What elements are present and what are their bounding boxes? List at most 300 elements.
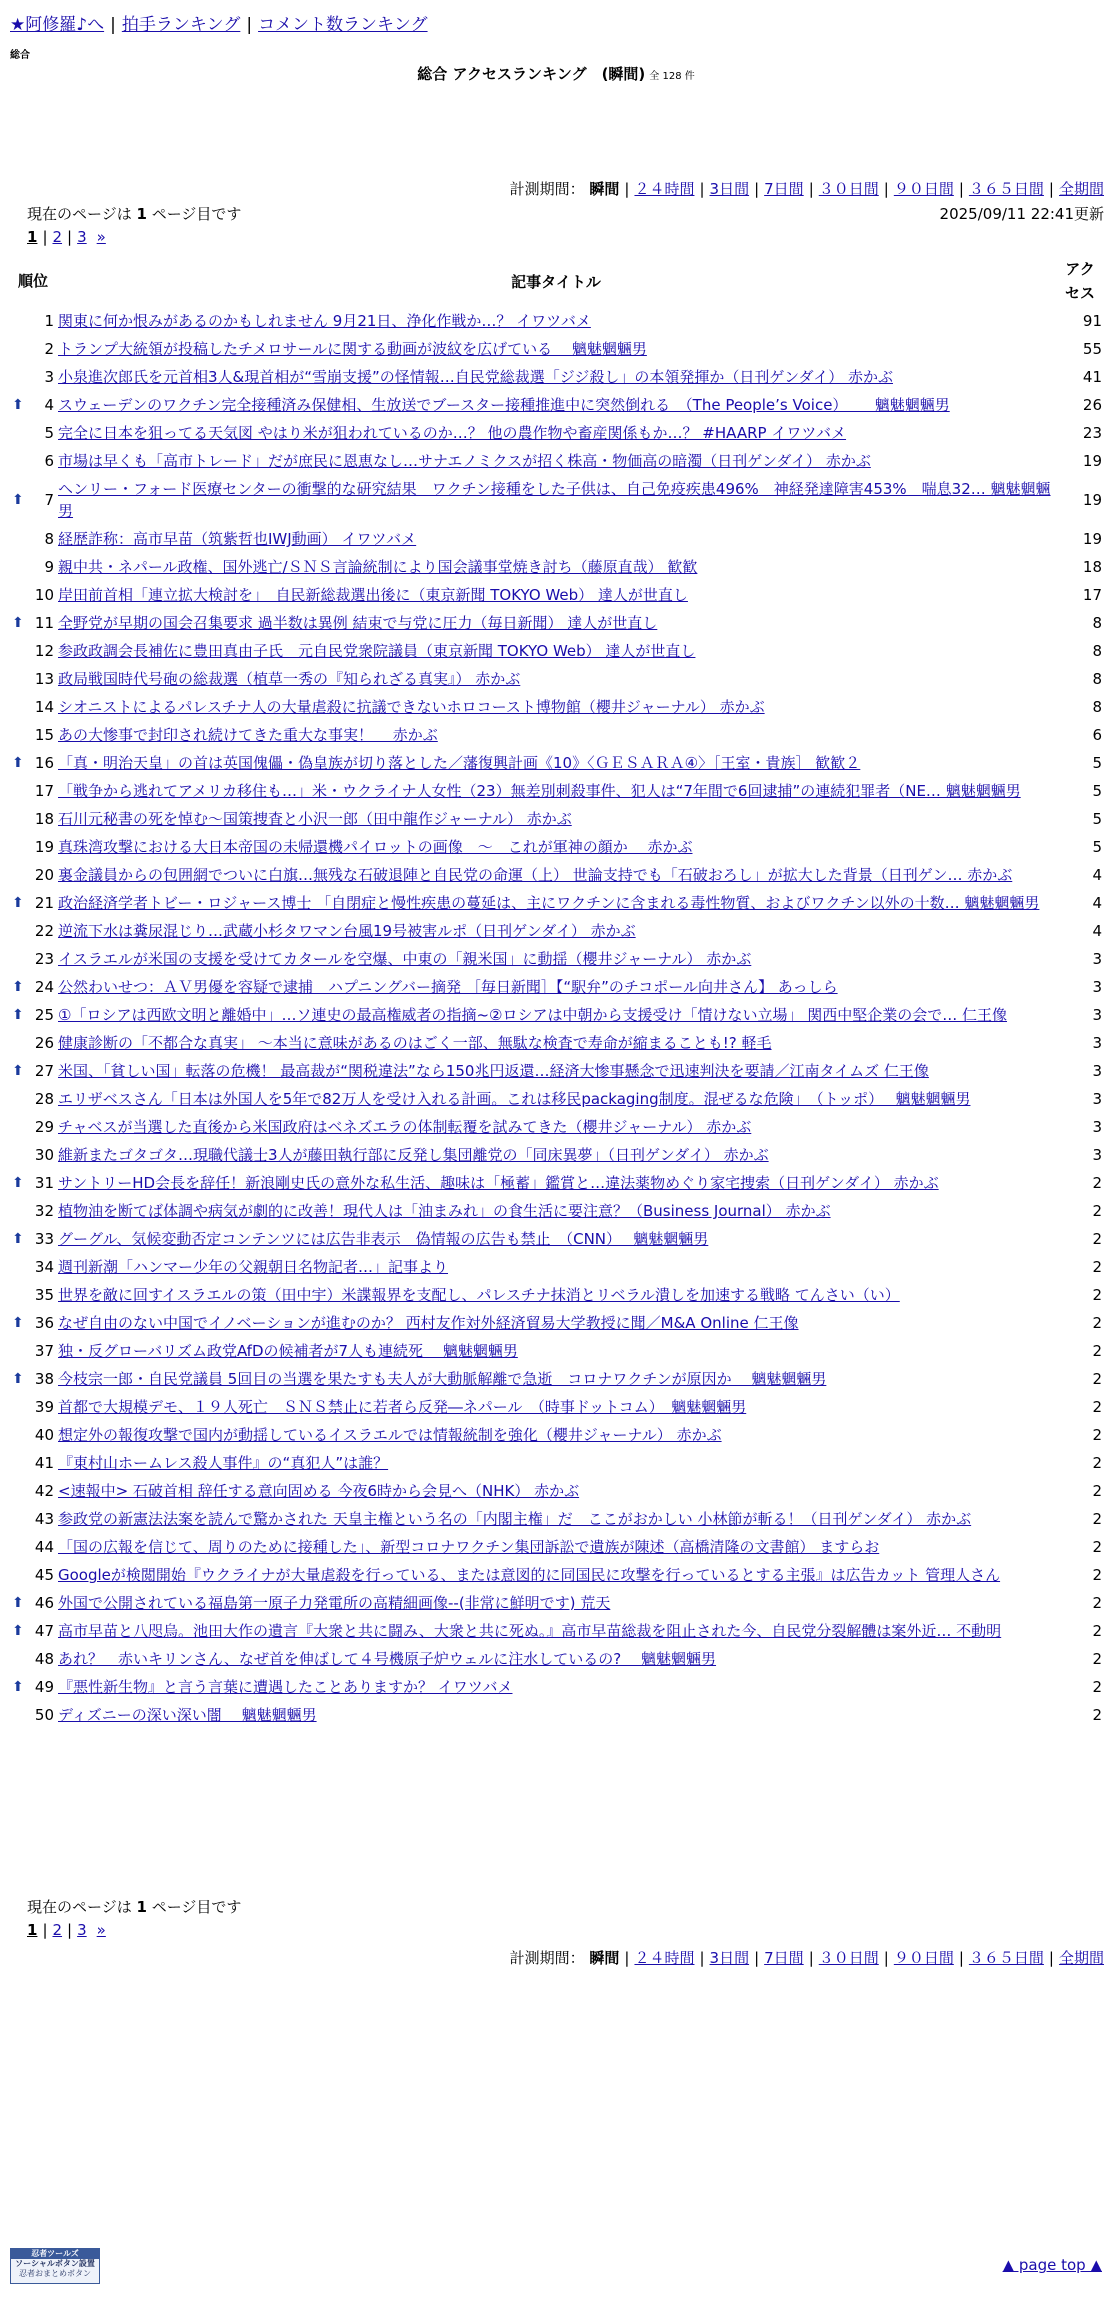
article-title-link[interactable]: 参政党の新憲法法案を読んで驚かされた 天皇主権という名の「内閣主権」だ ここがおかしい 小林節が斬る！（日刊ゲンダイ） 赤かぶ (58, 1510, 972, 1528)
access-count: 3 (1092, 1034, 1102, 1052)
table-row (10, 889, 1104, 917)
table-row (10, 447, 1104, 475)
page-info-prefix: 現在のページは (27, 1898, 132, 1916)
article-title-cell (56, 805, 1056, 833)
access-count: 4 (1092, 894, 1102, 912)
ninja-line1: 忍者ツールズ (11, 2249, 99, 2259)
article-title-link[interactable]: 完全に日本を狙ってる天気図 やはり米が狙われているのか…？ 他の農作物や畜産関係もか…？ #HAARP イワツバメ (58, 424, 847, 442)
rank-change-empty (10, 1197, 30, 1225)
period-7d-link[interactable]: 7日間 (764, 1949, 804, 1967)
article-title-cell (56, 749, 1056, 777)
rank-number: 35 (34, 1286, 54, 1304)
article-title-cell (56, 307, 1056, 335)
rank-number: 38 (34, 1370, 54, 1388)
period-3d-link[interactable]: 3日間 (709, 180, 750, 198)
article-title-cell (56, 1561, 1056, 1589)
article-title-link[interactable]: 想定外の報復攻撃で国内が動揺しているイスラエルでは情報統制を強化（櫻井ジャーナル） 赤かぶ (58, 1426, 722, 1444)
article-title-cell (56, 1701, 1056, 1729)
table-row (10, 693, 1104, 721)
nav-applause-ranking-link[interactable]: 拍手ランキング (121, 15, 241, 35)
article-title-link[interactable]: 政治経済学者トビー・ロジャース博士 「自閉症と慢性疾患の蔓延は、主にワクチンに含まれる毒性物質、およびワクチン以外の十数… 魑魅魍魎男 (58, 894, 1040, 912)
page-info-suffix: ページ目です (151, 1898, 242, 1916)
article-title-link[interactable]: あの大惨事で封印され続けてきた重大な事実！ 赤かぶ (58, 726, 438, 744)
rank-number: 47 (34, 1622, 54, 1640)
article-title-link[interactable]: 週刊新潮「ハンマー少年の父親朝日名物記者…」記事より (58, 1258, 449, 1276)
article-title-link[interactable]: 政局戦国時代号砲の総裁選（植草一秀の『知られざる真実』） 赤かぶ (58, 670, 521, 688)
rank-change-empty (10, 1085, 30, 1113)
rank-change-empty (10, 1113, 30, 1141)
period-all-link[interactable]: 全期間 (1058, 1949, 1104, 1967)
article-title-link[interactable]: 全野党が早期の国会召集要求 過半数は異例 結束で与党に圧力（毎日新聞） 達人が世直し (58, 614, 658, 632)
access-count: 19 (1082, 530, 1102, 548)
table-row (10, 475, 1104, 525)
article-title-link[interactable]: 独・反グローバリズム政党AfDの候補者が7人も連続死 魑魅魍魎男 (58, 1342, 518, 1360)
page-title-text: 総合 アクセスランキング (瞬間) (417, 65, 646, 83)
article-title-cell (56, 391, 1056, 419)
article-title-cell (56, 335, 1056, 363)
access-count: 3 (1092, 1146, 1102, 1164)
up-arrow-icon: ⬆ (12, 1231, 24, 1247)
access-count: 2 (1092, 1594, 1102, 1612)
table-row (10, 363, 1104, 391)
up-arrow-icon: ⬆ (12, 979, 24, 995)
up-arrow-icon: ⬆ (12, 1315, 24, 1331)
rank-number: 1 (44, 312, 54, 330)
pager-page-3[interactable]: 3 (77, 1921, 87, 1939)
table-row (10, 1085, 1104, 1113)
rank-number: 31 (34, 1174, 54, 1192)
rank-change-empty (10, 1141, 30, 1169)
access-count: 2 (1092, 1314, 1102, 1332)
article-title-link[interactable]: 今枝宗一郎・自民党議員 5回目の当選を果たすも夫人が大動脈解離で急逝 コロナワクチンが原因か 魑魅魍魎男 (58, 1370, 827, 1388)
access-count: 4 (1092, 866, 1102, 884)
rank-number: 41 (34, 1454, 54, 1472)
article-title-link[interactable]: 首都で大規模デモ、１９人死亡 ＳＮＳ禁止に若者ら反発―ネパール （時事ドットコム） 魑魅魍魎男 (58, 1398, 747, 1416)
table-row (10, 777, 1104, 805)
table-row (10, 1477, 1104, 1505)
up-arrow-icon: ⬆ (12, 492, 24, 508)
rank-number: 19 (34, 838, 54, 856)
access-count: 8 (1092, 614, 1102, 632)
access-count: 3 (1092, 1118, 1102, 1136)
pager-top: 1 | 2 | 3 » (27, 228, 106, 246)
rank-change-empty (10, 1505, 30, 1533)
rank-change-empty (10, 1421, 30, 1449)
access-count: 5 (1092, 810, 1102, 828)
access-count: 23 (1082, 424, 1102, 442)
rank-change-empty (10, 1701, 30, 1729)
article-title-cell (56, 1337, 1056, 1365)
article-title-link[interactable]: 『悪性新生物』と言う言葉に遭遇したことありますか？ イワツバメ (58, 1678, 513, 1696)
access-count: 19 (1082, 452, 1102, 470)
article-title-link[interactable]: 公然わいせつ：ＡＶ男優を容疑で逮捕 ハプニングバー摘発 ［毎日新聞］【“駅弁”のチコポール向井さん】 あっしら (58, 978, 838, 996)
table-row (10, 1309, 1104, 1337)
article-title-cell (56, 1533, 1056, 1561)
table-row (10, 609, 1104, 637)
period-selector-top: 計測期間： 瞬間 | ２４時間 | 3日間 | 7日間 | ３０日間 | ９０日間 | ３６５日間 | 全期間 (509, 180, 1104, 198)
table-row (10, 861, 1104, 889)
access-count: 2 (1092, 1538, 1102, 1556)
up-arrow-icon: ⬆ (12, 615, 24, 631)
rank-number: 7 (44, 491, 54, 509)
access-count: 2 (1092, 1398, 1102, 1416)
article-title-link[interactable]: なぜ自由のない中国でイノベーションが進むのか？ 西村友作対外経済貿易大学教授に聞／M&A Online 仁王像 (58, 1314, 799, 1332)
rank-change-empty (10, 777, 30, 805)
article-title-link[interactable]: トランプ大統領が投稿したチメロサールに関する動画が波紋を広げている 魑魅魍魎男 (58, 340, 647, 358)
article-title-link[interactable]: 市場は早くも「高市トレード」だが庶民に恩恵なし…サナエノミクスが招く株高・物価高の暗濁（日刊ゲンダイ） 赤かぶ (58, 452, 871, 470)
access-count: 2 (1092, 1678, 1102, 1696)
pager-next[interactable]: » (96, 228, 106, 246)
article-title-cell (56, 1113, 1056, 1141)
table-row (10, 525, 1104, 553)
article-title-link[interactable]: 関東に何か恨みがあるのかもしれません 9月21日、浄化作戦か…？ イワツバメ (58, 312, 591, 330)
table-row (10, 307, 1104, 335)
rank-change-empty (10, 335, 30, 363)
article-title-cell (56, 581, 1056, 609)
access-count: 3 (1092, 1006, 1102, 1024)
rank-change-empty (10, 581, 30, 609)
article-title-link[interactable]: 参政政調会長補佐に豊田真由子氏 元自民党衆院議員（東京新聞 TOKYO Web） 達人が世直し (58, 642, 696, 660)
pager-page-2[interactable]: 2 (52, 1921, 63, 1939)
table-row (10, 1505, 1104, 1533)
table-header-row (10, 255, 1104, 307)
access-count: 5 (1092, 838, 1102, 856)
article-title-link[interactable]: グーグル、気候変動否定コンテンツには広告非表示 偽情報の広告も禁止 （CNN） 魑魅魍魎男 (58, 1230, 709, 1248)
table-row (10, 721, 1104, 749)
rank-number: 37 (34, 1342, 54, 1360)
period-3d-link[interactable]: 3日間 (709, 1949, 750, 1967)
pager-bottom: 1 | 2 | 3 » (27, 1921, 106, 1939)
table-row (10, 1141, 1104, 1169)
table-row (10, 945, 1104, 973)
article-title-cell (56, 889, 1056, 917)
rank-change-empty (10, 1337, 30, 1365)
period-30d-link[interactable]: ３０日間 (818, 180, 879, 198)
table-row (10, 1701, 1104, 1729)
article-title-cell (56, 917, 1056, 945)
access-count: 19 (1082, 491, 1102, 509)
article-title-cell (56, 693, 1056, 721)
article-title-link[interactable]: 岸田前首相「連立拡大検討を」 自民新総裁選出後に（東京新聞 TOKYO Web） 達人が世直し (58, 586, 688, 604)
rank-number: 43 (34, 1510, 54, 1528)
rank-number: 40 (34, 1426, 54, 1444)
pager-page-3[interactable]: 3 (77, 228, 87, 246)
article-title-cell (56, 1169, 1056, 1197)
table-row (10, 1421, 1104, 1449)
access-count: 2 (1092, 1650, 1102, 1668)
article-title-link[interactable]: 米国、「貧しい国」転落の危機！ 最高裁が“関税違法”なら150兆円返還…経済大惨事懸念で迅速判決を要請／江南タイムズ 仁王像 (58, 1062, 929, 1080)
article-title-link[interactable]: 裏金議員からの包囲網でついに白旗…無残な石破退陣と自民党の命運（上） 世論支持でも「石破おろし」が拡大した背景（日刊ゲン… 赤かぶ (58, 866, 1013, 884)
rank-number: 27 (34, 1062, 54, 1080)
table-row (10, 419, 1104, 447)
table-row (10, 805, 1104, 833)
period-90d-link[interactable]: ９０日間 (893, 1949, 954, 1967)
article-title-cell (56, 1421, 1056, 1449)
article-title-link[interactable]: 「真・明治天皇」の首は英国傀儡・偽皇族が切り落とした／藩復興計画《10》〈ＧＥＳＡＲＡ④〉［王室・貴族］ 歓歓２ (58, 754, 861, 772)
article-title-link[interactable]: ディズニーの深い深い闇 魑魅魍魎男 (58, 1706, 317, 1724)
rank-number: 30 (34, 1146, 54, 1164)
article-title-link[interactable]: 親中共・ネパール政権、国外逃亡/ＳＮＳ言論統制により国会議事堂焼き討ち（藤原直哉） 歓歓 (58, 558, 698, 576)
page-top-link[interactable]: ▲ page top ▲ (1002, 2256, 1102, 2274)
article-title-cell (56, 1057, 1056, 1085)
rank-number: 46 (34, 1594, 54, 1612)
access-count: 2 (1092, 1454, 1102, 1472)
access-count: 3 (1092, 978, 1102, 996)
rank-number: 49 (34, 1678, 54, 1696)
rank-number: 3 (44, 368, 54, 386)
access-count: 2 (1092, 1258, 1102, 1276)
header-rank: 順位 (17, 272, 48, 290)
up-arrow-icon: ⬆ (12, 1679, 24, 1695)
article-title-cell (56, 1225, 1056, 1253)
article-title-link[interactable]: 維新またゴタゴタ…現職代議士3人が藤田執行部に反発し集団離党の「同床異夢」（日刊ゲンダイ） 赤かぶ (58, 1146, 769, 1164)
table-row (10, 1589, 1104, 1617)
article-title-link[interactable]: 「戦争から逃れてアメリカ移住も…」米・ウクライナ人女性（23）無差別刺殺事件、犯人は“7年間で6回逮捕”の連続犯罪者（NE… 魑魅魍魎男 (58, 782, 1021, 800)
rank-number: 36 (34, 1314, 54, 1332)
article-title-cell (56, 777, 1056, 805)
table-row (10, 1197, 1104, 1225)
table-row (10, 1617, 1104, 1645)
header-title: 記事タイトル (511, 272, 601, 291)
rank-number: 5 (44, 424, 54, 442)
article-title-link[interactable]: エリザベスさん「日本は外国人を5年で82万人を受け入れる計画。これは移民packaging制度。混ぜるな危険」 （トッポ） 魑魅魍魎男 (58, 1090, 971, 1108)
article-title-link[interactable]: 「国の広報を信じて、周りのために接種した」、新型コロナワクチン集団訴訟で遺族が陳述（高橋清隆の文書館） ますらお (58, 1538, 880, 1556)
up-arrow-icon: ⬆ (12, 755, 24, 771)
rank-number: 48 (34, 1650, 54, 1668)
rank-change-empty (10, 861, 30, 889)
table-row (10, 1533, 1104, 1561)
article-title-link[interactable]: チャベスが当選した直後から米国政府はベネズエラの体制転覆を試みてきた（櫻井ジャーナル） 赤かぶ (58, 1118, 752, 1136)
rank-change-empty (10, 1253, 30, 1281)
table-row (10, 391, 1104, 419)
rank-change-empty (10, 525, 30, 553)
access-count: 2 (1092, 1426, 1102, 1444)
nav-comment-ranking-link[interactable]: コメント数ランキング (258, 15, 428, 35)
article-title-link[interactable]: 健康診断の「不都合な真実」 〜本当に意味があるのはごく一部、無駄な検査で寿命が縮まることも!? 軽毛 (58, 1034, 772, 1052)
rank-number: 45 (34, 1566, 54, 1584)
article-title-cell (56, 861, 1056, 889)
up-arrow-icon: ⬆ (12, 1623, 24, 1639)
table-row (10, 917, 1104, 945)
period-24h-link[interactable]: ２４時間 (634, 180, 695, 198)
table-row (10, 749, 1104, 777)
table-row (10, 1561, 1104, 1589)
article-title-link[interactable]: ヘンリー・フォード医療センターの衝撃的な研究結果 ワクチン接種をした子供は、自己免疫疾患496% 神経発達障害453% 喘息32… 魑魅魍魎男 (58, 480, 1051, 520)
access-count: 8 (1092, 642, 1102, 660)
table-row (10, 1029, 1104, 1057)
article-title-cell (56, 637, 1056, 665)
category-label: 総合 (10, 50, 30, 61)
period-current: 瞬間 (589, 1949, 620, 1967)
article-title-cell (56, 721, 1056, 749)
pager-current: 1 (27, 228, 38, 246)
rank-number: 16 (34, 754, 54, 772)
rank-number: 42 (34, 1482, 54, 1500)
article-title-cell (56, 525, 1056, 553)
period-current: 瞬間 (589, 180, 620, 198)
access-count: 5 (1092, 782, 1102, 800)
article-title-link[interactable]: 世界を敵に回すイスラエルの策（田中宇）米諜報界を支配し、パレスチナ抹消とリベラル潰しを加速する戦略 てんさい（い） (58, 1286, 900, 1304)
ninja-line3: 忍者おまとめボタン (19, 2269, 91, 2278)
rank-number: 23 (34, 950, 54, 968)
page-info-bottom (27, 1896, 241, 1917)
rank-change-empty (10, 833, 30, 861)
access-count: 91 (1082, 312, 1102, 330)
period-90d-link[interactable]: ９０日間 (893, 180, 954, 198)
table-row (10, 1645, 1104, 1673)
up-arrow-icon: ⬆ (12, 895, 24, 911)
ranking-table (10, 255, 1104, 1729)
access-count: 2 (1092, 1202, 1102, 1220)
rank-change-empty (10, 665, 30, 693)
article-title-link[interactable]: <速報中> 石破首相 辞任する意向固める 今夜6時から会見へ（NHK） 赤かぶ (58, 1482, 580, 1500)
article-title-cell (56, 1281, 1056, 1309)
rank-number: 20 (34, 866, 54, 884)
page-info-top (27, 203, 241, 224)
article-title-link[interactable]: Googleが検閲開始『ウクライナが大量虐殺を行っている、または意図的に同国民に攻撃を行っているとする主張』は広告カット 管理人さん (58, 1566, 1001, 1584)
period-30d-link[interactable]: ３０日間 (818, 1949, 879, 1967)
table-row (10, 1057, 1104, 1085)
article-title-link[interactable]: あれ？ 赤いキリンさん、なぜ首を伸ばして４号機原子炉ウェルに注水しているの? 魑魅魍魎男 (58, 1650, 717, 1668)
rank-number: 4 (44, 396, 54, 414)
nav-home-link[interactable]: ★阿修羅♪へ (10, 15, 105, 35)
article-title-link[interactable]: 植物油を断てば体調や病気が劇的に改善！現代人は「油まみれ」の食生活に要注意？（Business Journal） 赤かぶ (58, 1202, 831, 1220)
up-arrow-icon: ⬆ (12, 1371, 24, 1387)
page-info-num: 1 (136, 1898, 147, 1916)
access-count: 2 (1092, 1342, 1102, 1360)
article-title-link[interactable]: 外国で公開されている福島第一原子力発電所の高精細画像--(非常に鮮明です) 荒天 (58, 1594, 611, 1612)
period-7d-link[interactable]: 7日間 (764, 180, 804, 198)
access-count: 55 (1082, 340, 1102, 358)
rank-change-empty (10, 419, 30, 447)
rank-number: 39 (34, 1398, 54, 1416)
page-info-prefix: 現在のページは (27, 205, 132, 223)
table-row (10, 1113, 1104, 1141)
access-count: 4 (1092, 922, 1102, 940)
access-count: 3 (1092, 1090, 1102, 1108)
article-title-cell (56, 1253, 1056, 1281)
table-row (10, 665, 1104, 693)
nav-separator: | (110, 15, 116, 35)
rank-number: 44 (34, 1538, 54, 1556)
access-count: 8 (1092, 670, 1102, 688)
rank-change-empty (10, 1561, 30, 1589)
period-365d-link[interactable]: ３６５日間 (968, 180, 1044, 198)
article-title-cell (56, 1029, 1056, 1057)
access-count: 18 (1082, 558, 1102, 576)
rank-number: 11 (34, 614, 54, 632)
table-row (10, 973, 1104, 1001)
article-title-link[interactable]: 逆流下水は糞尿混じり…武蔵小杉タワマン台風19号被害ルポ（日刊ゲンダイ） 赤かぶ (58, 922, 636, 940)
article-title-cell (56, 1393, 1056, 1421)
article-title-link[interactable]: シオニストによるパレスチナ人の大量虐殺に抗議できないホロコースト博物館（櫻井ジャーナル） 赤かぶ (58, 698, 765, 716)
article-title-link[interactable]: 石川元秘書の死を悼む〜国策捜査と小沢一郎（田中龍作ジャーナル） 赤かぶ (58, 810, 572, 828)
table-row (10, 1001, 1104, 1029)
period-24h-link[interactable]: ２４時間 (634, 1949, 695, 1967)
access-count: 26 (1082, 396, 1102, 414)
article-title-cell (56, 1141, 1056, 1169)
table-row (10, 1169, 1104, 1197)
table-row (10, 1393, 1104, 1421)
up-arrow-icon: ⬆ (12, 1063, 24, 1079)
rank-number: 2 (44, 340, 54, 358)
article-title-cell (56, 1477, 1056, 1505)
pager-next[interactable]: » (96, 1921, 106, 1939)
rank-number: 15 (34, 726, 54, 744)
pager-page-2[interactable]: 2 (52, 228, 63, 246)
access-count: 2 (1092, 1510, 1102, 1528)
rank-number: 25 (34, 1006, 54, 1024)
rank-change-empty (10, 1281, 30, 1309)
table-row (10, 581, 1104, 609)
rank-change-empty (10, 721, 30, 749)
access-count: 2 (1092, 1174, 1102, 1192)
rank-number: 10 (34, 586, 54, 604)
access-count: 2 (1092, 1482, 1102, 1500)
table-row (10, 833, 1104, 861)
access-count: 8 (1092, 698, 1102, 716)
article-title-link[interactable]: ①「ロシアは西欧文明と離婚中」…ソ連史の最高権威者の指摘~②ロシアは中朝から支援受け「情けない立場」 関西中堅企業の会で… 仁王像 (58, 1006, 1008, 1024)
access-count: 3 (1092, 950, 1102, 968)
rank-change-empty (10, 363, 30, 391)
article-title-link[interactable]: 高市早苗と八咫烏。池田大作の遺言『大衆と共に闘み、大衆と共に死ぬ。』高市早苗総裁を阻止された今、自民党分裂解體は案外近… 不動明 (58, 1622, 1002, 1640)
page-title (0, 63, 1112, 84)
rank-number: 8 (44, 530, 54, 548)
article-title-link[interactable]: 経歴詐称：高市早苗（筑紫哲也IWJ動画） イワツバメ (58, 530, 417, 548)
rank-change-empty (10, 805, 30, 833)
article-title-cell (56, 833, 1056, 861)
access-count: 3 (1092, 1062, 1102, 1080)
article-title-link[interactable]: 小泉進次郎氏を元首相3人&現首相が“雪崩支援”の怪情報…自民党総裁選「ジジ殺し」の本領発揮か（日刊ゲンダイ） 赤かぶ (58, 368, 893, 386)
rank-number: 32 (34, 1202, 54, 1220)
up-arrow-icon: ⬆ (12, 1595, 24, 1611)
rank-number: 34 (34, 1258, 54, 1276)
rank-change-empty (10, 1645, 30, 1673)
rank-change-empty (10, 1393, 30, 1421)
article-title-link[interactable]: 『東村山ホームレス殺人事件』の“真犯人”は誰？ (58, 1454, 389, 1472)
updated-timestamp: 2025/09/11 22:41更新 (939, 205, 1104, 223)
up-arrow-icon: ⬆ (12, 397, 24, 413)
access-count: 5 (1092, 754, 1102, 772)
rank-number: 50 (34, 1706, 54, 1724)
article-title-link[interactable]: イスラエルが米国の支援を受けてカタールを空爆、中東の「親米国」に動揺（櫻井ジャーナル） 赤かぶ (58, 950, 752, 968)
table-row (10, 553, 1104, 581)
article-title-cell (56, 363, 1056, 391)
period-all-link[interactable]: 全期間 (1058, 180, 1104, 198)
rank-number: 9 (44, 558, 54, 576)
page-info-num: 1 (136, 205, 147, 223)
rank-number: 33 (34, 1230, 54, 1248)
pager-current: 1 (27, 1921, 38, 1939)
rank-change-empty (10, 693, 30, 721)
article-title-cell (56, 973, 1056, 1001)
top-nav (10, 10, 428, 35)
rank-change-empty (10, 1449, 30, 1477)
access-count: 2 (1092, 1566, 1102, 1584)
rank-number: 24 (34, 978, 54, 996)
article-title-link[interactable]: サントリーHD会長を辞任！新浪剛史氏の意外な私生活、趣味は「極蓄」鑑賞と…違法薬物めぐり家宅捜索（日刊ゲンダイ） 赤かぶ (58, 1174, 939, 1192)
rank-number: 12 (34, 642, 54, 660)
page-info-suffix: ページ目です (151, 205, 242, 223)
ninja-social-button[interactable] (10, 2248, 100, 2284)
access-count: 2 (1092, 1622, 1102, 1640)
total-count: 全 128 件 (649, 71, 695, 82)
article-title-link[interactable]: 真珠湾攻撃における大日本帝国の未帰還機パイロットの画像 〜 これが軍神の顔か 赤かぶ (58, 838, 693, 856)
rank-number: 17 (34, 782, 54, 800)
access-count: 2 (1092, 1230, 1102, 1248)
article-title-link[interactable]: スウェーデンのワクチン完全接種済み保健相、生放送でブースター接種推進中に突然倒れる （The People’s Voice） 魑魅魍魎男 (58, 396, 950, 414)
period-365d-link[interactable]: ３６５日間 (968, 1949, 1044, 1967)
